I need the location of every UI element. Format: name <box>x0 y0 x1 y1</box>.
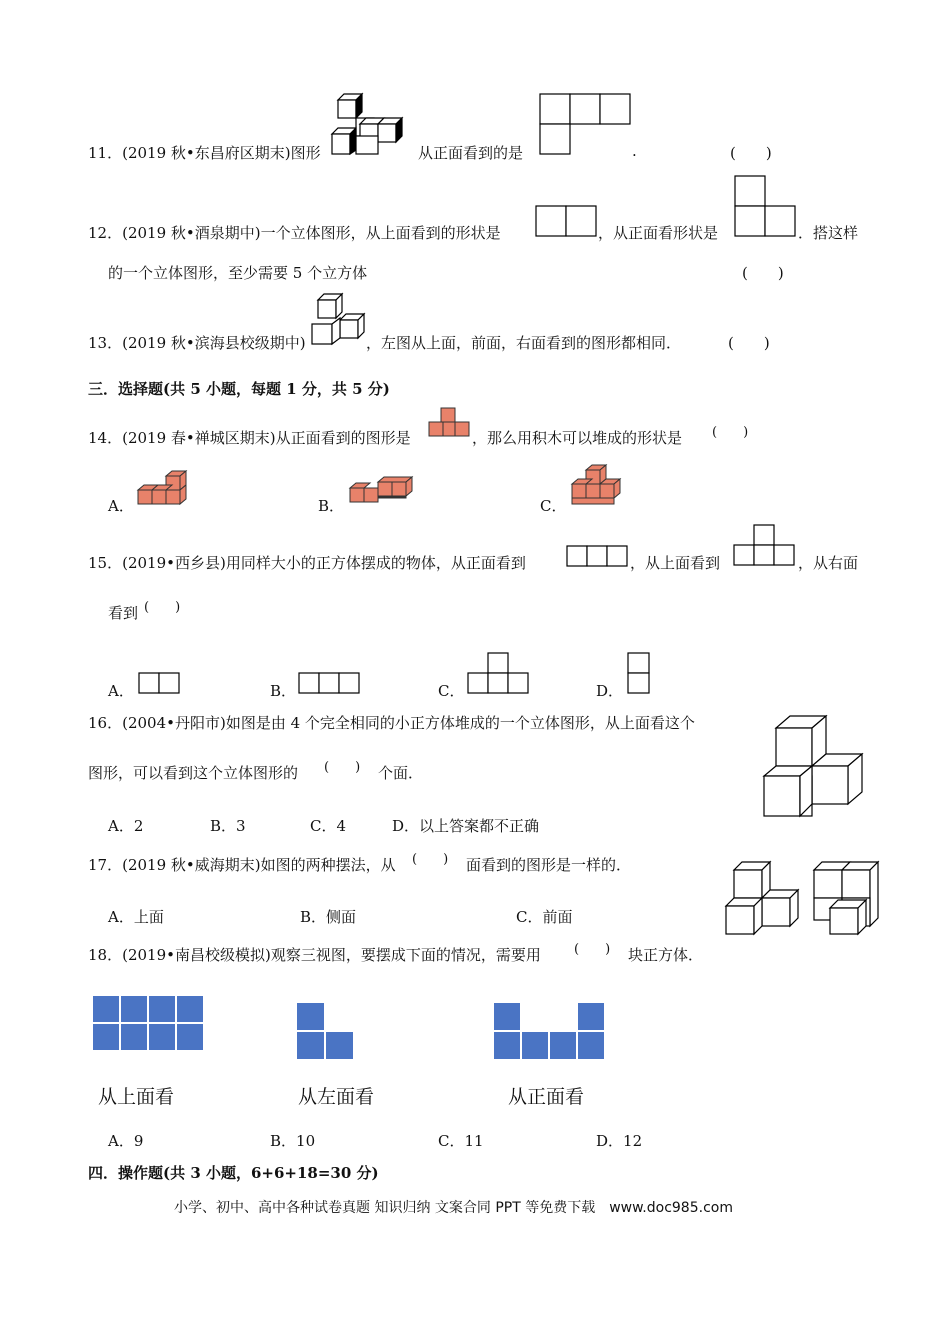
q14-option-a[interactable]: A． <box>108 497 134 515</box>
q18-left-view <box>294 1000 356 1062</box>
q17-option-c[interactable]: C．前面 <box>516 908 573 926</box>
q18-label-front: 从正面看 <box>508 1086 585 1108</box>
q11-text: 11．(2019 秋•东昌府区期末)图形 <box>88 144 321 162</box>
q16-option-a[interactable]: A．2 <box>108 817 144 835</box>
q17-figure-2 <box>810 858 882 938</box>
q15-mid: ，从上面看到 <box>630 554 721 572</box>
q16-answer-paren[interactable]: ( ) <box>324 760 361 775</box>
q15-option-c[interactable]: C． <box>438 682 465 700</box>
q13-mid: ，左图从上面，前面，右面看到的图形都相同． <box>366 334 682 352</box>
q18-front-view <box>491 1000 607 1062</box>
q15-option-b[interactable]: B． <box>270 682 297 700</box>
q17-end: 面看到的图形是一样的． <box>466 856 632 874</box>
q12-mid: ，从正面看形状是 <box>598 224 719 242</box>
q16-option-c[interactable]: C．4 <box>310 817 347 835</box>
q15-option-a-figure <box>138 672 182 696</box>
q16-line2a: 图形，可以看到这个立体图形的 <box>88 764 299 782</box>
q15-option-b-figure <box>298 672 362 696</box>
q17-answer-paren[interactable]: ( ) <box>412 852 449 867</box>
q15-line2: 看到 <box>108 604 139 622</box>
q12-end: ．搭这样 <box>798 224 859 242</box>
section-3-heading: 三．选择题(共 5 小题，每题 1 分，共 5 分) <box>88 380 390 398</box>
q17-option-b[interactable]: B．侧面 <box>300 908 357 926</box>
q11-mid: 从正面看到的是 <box>418 144 524 162</box>
q16-solid-figure <box>760 712 866 820</box>
q14-option-a-figure <box>136 470 192 508</box>
q12-top-view <box>535 204 597 238</box>
q12-answer-paren[interactable]: ( ) <box>742 264 784 282</box>
q17-option-a[interactable]: A．上面 <box>108 908 164 926</box>
q11-answer-paren[interactable]: ( ) <box>730 144 772 162</box>
q11-front-view <box>538 92 634 158</box>
q16-option-d[interactable]: D．以上答案都不正确 <box>392 817 540 835</box>
q12-line2: 的一个立体图形，至少需要 5 个立方体 <box>108 264 368 282</box>
q15-option-d-figure <box>626 652 652 696</box>
q18-label-top: 从上面看 <box>98 1086 175 1108</box>
q15-top-view <box>732 523 798 569</box>
q16-line2b: 个面． <box>378 764 424 782</box>
q15-option-d[interactable]: D． <box>596 682 624 700</box>
q12-front-view <box>733 174 797 238</box>
q16-option-b[interactable]: B．3 <box>210 817 246 835</box>
q15-option-a[interactable]: A． <box>108 682 134 700</box>
q14-answer-paren[interactable]: ( ) <box>712 425 749 440</box>
page-footer: 小学、初中、高中各种试卷真题 知识归纳 文案合同 PPT 等免费下载 www.doc985.com <box>174 1200 733 1216</box>
q13-text: 13．(2019 秋•滨海县校级期中) <box>88 334 306 352</box>
q11-solid-figure <box>326 92 412 158</box>
q16-line1: 16．(2004•丹阳市)如图是由 4 个完全相同的小正方体堆成的一个立体图形，从上面看这个 <box>88 714 695 732</box>
q14-text: 14．(2019 春•禅城区期末)从正面看到的图形是 <box>88 429 411 447</box>
q14-option-b-figure <box>348 470 414 508</box>
q15-front-view <box>566 544 630 570</box>
q18-option-d[interactable]: D．12 <box>596 1132 643 1150</box>
q14-option-c[interactable]: C． <box>540 497 567 515</box>
q18-label-left: 从左面看 <box>298 1086 375 1108</box>
q15-option-c-figure <box>466 652 532 696</box>
q14-mid: ，那么用积木可以堆成的形状是 <box>472 429 683 447</box>
q18-option-c[interactable]: C．11 <box>438 1132 484 1150</box>
q13-solid-figure <box>310 292 366 348</box>
q11-dot: . <box>632 142 637 160</box>
q18-end: 块正方体． <box>628 946 704 964</box>
q14-option-c-figure <box>568 464 626 508</box>
q14-front-view <box>427 406 471 438</box>
q18-option-a[interactable]: A．9 <box>108 1132 144 1150</box>
q18-top-view <box>90 993 206 1053</box>
q18-answer-paren[interactable]: ( ) <box>574 942 611 957</box>
q18-text: 18．(2019•南昌校级模拟)观察三视图，要摆成下面的情况，需要用 <box>88 946 541 964</box>
q15-end: ，从右面 <box>798 554 859 572</box>
q14-option-b[interactable]: B． <box>318 497 345 515</box>
q15-answer-paren[interactable]: ( ) <box>144 600 181 615</box>
q18-option-b[interactable]: B．10 <box>270 1132 316 1150</box>
q12-line1: 12．(2019 秋•酒泉期中)一个立体图形，从上面看到的形状是 <box>88 224 501 242</box>
q13-answer-paren[interactable]: ( ) <box>728 334 770 352</box>
q17-text: 17．(2019 秋•威海期末)如图的两种摆法，从 <box>88 856 396 874</box>
section-4-heading: 四．操作题(共 3 小题，6+6+18=30 分) <box>88 1164 379 1182</box>
q15-text: 15．(2019•西乡县)用同样大小的正方体摆成的物体，从正面看到 <box>88 554 526 572</box>
q17-figure-1 <box>722 858 802 938</box>
